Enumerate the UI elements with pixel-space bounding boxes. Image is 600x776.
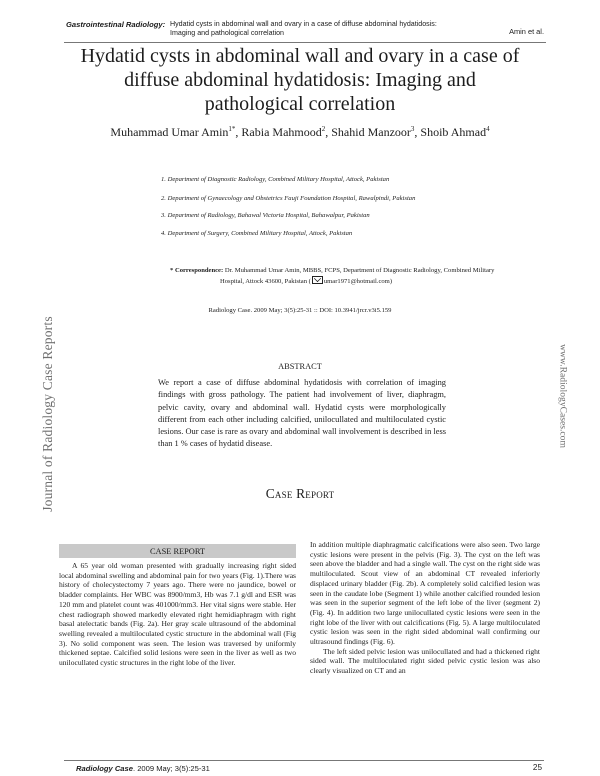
author-separator: , <box>235 125 242 139</box>
page-number: 25 <box>532 763 542 772</box>
correspondence-text: Dr. Muhammad Umar Amin, MBBS, FCPS, Department of Diagnostic Radiology, Combined Military Hospital, Attock 43600, Pakistan ( <box>220 267 495 285</box>
running-header-journal: Gastrointestinal Radiology: <box>66 20 166 29</box>
right-column <box>310 540 540 676</box>
footer-journal-name: Radiology Case <box>76 764 133 773</box>
article-title-line1: Hydatid cysts in abdominal wall and ovary in a case of <box>80 45 520 67</box>
author-name: Rabia Mahmood <box>241 125 322 139</box>
author-affiliation-mark: 3 <box>410 125 415 133</box>
left-column <box>59 561 296 668</box>
affiliation-3: 3. Department of Radiology, Bahawal Victoria Hospital, Bahawalpur, Pakistan <box>161 212 370 219</box>
author-affiliation-mark: 2 <box>321 125 326 133</box>
header-divider <box>64 42 546 43</box>
correspondence-close: ) <box>389 277 393 285</box>
affiliation-1: 1. Department of Diagnostic Radiology, Combined Military Hospital, Attock, Pakistan <box>161 176 390 183</box>
author-list <box>60 125 540 140</box>
correspondence-label: * Correspondence: <box>170 267 224 274</box>
author-separator: , <box>325 125 332 139</box>
article-title <box>60 44 540 116</box>
author-name: Muhammad Umar Amin <box>110 125 229 139</box>
footer-divider <box>64 760 544 761</box>
author-name: Shahid Manzoor <box>331 125 411 139</box>
case-report-heading: CASE REPORT <box>149 547 206 556</box>
affiliation-2: 2. Department of Gynaecology and Obstetrics Fauji Foundation Hospital, Rawalpindi, Pakistan <box>161 195 416 202</box>
journal-sidebar-text: Journal of Radiology Case Reports <box>40 316 55 512</box>
author-affiliation-mark: 1* <box>228 125 236 133</box>
case-report-paragraph: A 65 year old woman presented with gradually increasing right sided local abdominal swelling and abdominal pain for two years (Fig. 1).There was history of cholecystectomy 7 years ago. There were no jaundice, bowel or bladder complaints. Her WBC was 8900/mm3, Hb was 7.1 g/dl and ESR was 120 mm and platelet count was 401000/mm3. Her vital signs were stable. Her chest radiograph showed markedly elevated right hemidiaphragm with right basal atelectatic bands (Fig. 2a). Her gray scale ultrasound of the abdominal swelling revealed a multiloculated cystic structure in the abdominal wall (Fig 3). No solid component was seen. The lesion was traversed by uniformly thickened septae. Calcified solid lesions were seen in the liver as well as two unilocullated cystic structures in the right lobe of the liver. <box>59 561 296 668</box>
affiliation-4: 4. Department of Surgery, Combined Military Hospital, Attock, Pakistan <box>161 230 353 237</box>
running-header-title <box>170 20 470 39</box>
author-affiliation-mark: 4 <box>486 125 490 133</box>
abstract-body: We report a case of diffuse abdominal hydatidosis with correlation of imaging findings with gross pathology. The patient had involvement of liver, diaphragm, pelvic cavity, ovary and abdominal wall. Hydatid cysts were morphologically different from each other including calcified, unilocullated and multiloculated cystic lesions. Our case is rare as ovary and abdominal wall involvement is described in less than 1 % cases of hydatid disease. <box>158 378 446 449</box>
citation-line: Radiology Case. 2009 May; 3(5):25-31 :: DOI: 10.3941/jrcr.v3i5.159 <box>208 307 392 314</box>
article-title-line2: diffuse abdominal hydatidosis: Imaging and <box>124 69 476 91</box>
footer-citation-text: . 2009 May; 3(5):25-31 <box>132 764 210 773</box>
author-name: Shoib Ahmad <box>420 125 487 139</box>
email-icon <box>312 276 323 284</box>
correspondence-email[interactable]: umar1971@hotmail.com <box>323 277 390 285</box>
running-header-title-line2: Imaging and pathological correlation <box>170 29 284 38</box>
case-report-paragraph: The left sided pelvic lesion was unilocullated and had a thickened right sided wall. The multiloculated right sided pelvic cystic lesion was also clearly visualized on CT and an <box>310 646 540 676</box>
correspondence <box>170 266 500 286</box>
case-report-paragraph: In addition multiple diaphragmatic calcifications were also seen. Two large cystic lesions were present in the pelvis (Fig. 3). The cyst on the left was seen above the bladder and had a single wall. The cyst on the right side was multiloculated. Scout view of an abdominal CT revealed inferiorly displaced urinary bladder (Fig. 2b). A completely solid calcified lesion was seen in the caudate lobe (Segment 1) while another calcified rounded lesion was seen in the superior segment of the left lobe of the liver (segment 2) (Fig. 4). In addition two large unilocullated cystic lesions were seen in the right lobe of the liver with out calcifications (Fig. 5). A large multiloculated cystic lesion was seen in the right sided abdominal wall confirming our ultrasound findings (Fig. 6). <box>310 540 540 647</box>
abstract-heading: ABSTRACT <box>278 362 322 371</box>
section-heading: Case Report <box>265 486 335 501</box>
author-separator: , <box>414 125 421 139</box>
article-title-line3: pathological correlation <box>204 93 396 115</box>
running-header-title-line1: Hydatid cysts in abdominal wall and ovary in a case of diffuse abdominal hydatidosis: <box>170 20 437 28</box>
footer-citation <box>76 764 210 773</box>
website-sidebar-text: www.RadiologyCases.com <box>557 344 569 448</box>
running-header-author: Amin et al. <box>509 27 544 36</box>
